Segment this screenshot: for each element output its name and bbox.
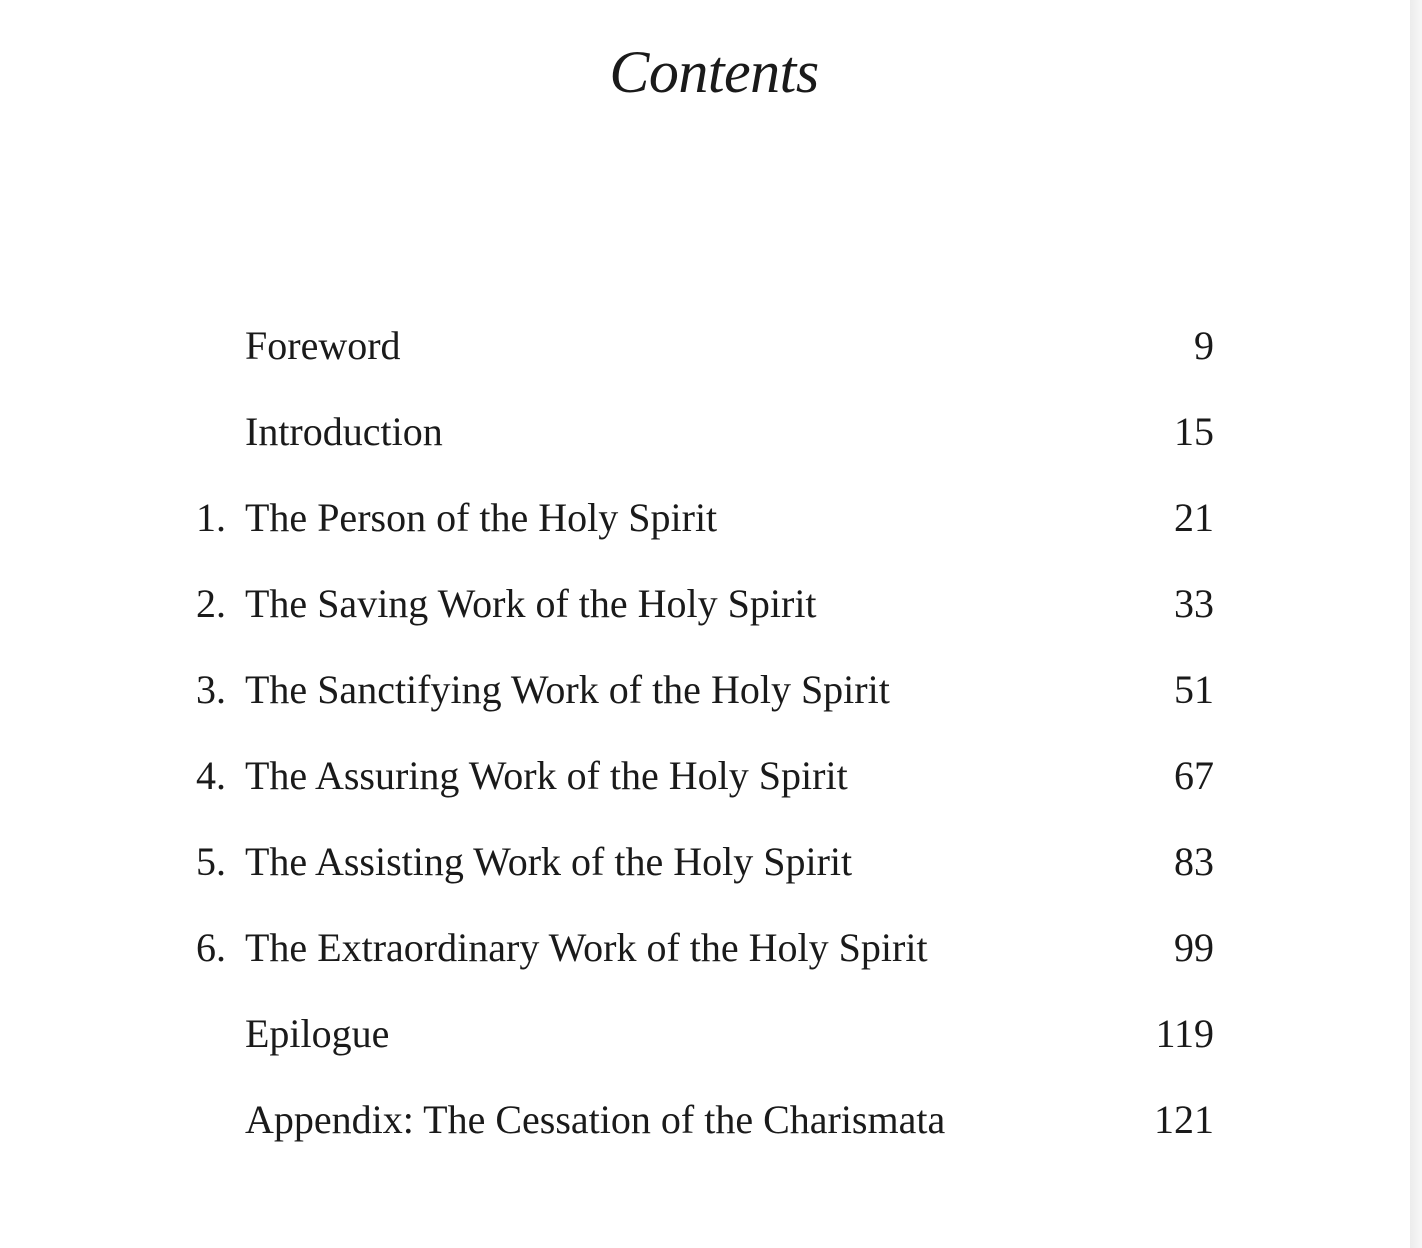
toc-entry-chapter-4 bbox=[0, 733, 1410, 819]
toc-entry-chapter-5 bbox=[0, 819, 1410, 905]
toc-entry-number: 1. bbox=[196, 495, 226, 540]
toc-entry-number: 5. bbox=[196, 839, 226, 884]
page-edge-shadow bbox=[1410, 0, 1422, 1248]
toc-entry-number: 3. bbox=[196, 667, 226, 712]
toc-entry-chapter-1 bbox=[0, 475, 1410, 561]
toc-entry-epilogue bbox=[0, 991, 1410, 1077]
toc-entry-title: The Saving Work of the Holy Spirit bbox=[245, 581, 817, 626]
toc-entry-title: Foreword bbox=[245, 323, 401, 368]
toc-entry-page: 119 bbox=[1155, 1011, 1214, 1056]
toc-entry-title: The Assuring Work of the Holy Spirit bbox=[245, 753, 848, 798]
table-of-contents bbox=[0, 303, 1410, 1163]
toc-entry-page: 83 bbox=[1174, 839, 1214, 884]
toc-entry-title: The Assisting Work of the Holy Spirit bbox=[245, 839, 853, 884]
toc-entry-page: 121 bbox=[1154, 1097, 1214, 1142]
toc-entry-page: 9 bbox=[1194, 323, 1214, 368]
toc-entry-title: Introduction bbox=[245, 409, 443, 454]
toc-entry-number: 6. bbox=[196, 925, 226, 970]
toc-entry-number: 4. bbox=[196, 753, 226, 798]
toc-entry-number: 2. bbox=[196, 581, 226, 626]
toc-entry-page: 51 bbox=[1174, 667, 1214, 712]
toc-entry-introduction bbox=[0, 389, 1410, 475]
toc-entry-page: 33 bbox=[1174, 581, 1214, 626]
toc-entry-page: 99 bbox=[1174, 925, 1214, 970]
toc-entry-chapter-3 bbox=[0, 647, 1410, 733]
page-title: Contents bbox=[609, 39, 819, 105]
toc-entry-chapter-6 bbox=[0, 905, 1410, 991]
toc-entry-page: 67 bbox=[1174, 753, 1214, 798]
toc-entry-page: 21 bbox=[1174, 495, 1214, 540]
toc-entry-title: Appendix: The Cessation of the Charismata bbox=[245, 1097, 946, 1142]
toc-entry-title: The Extraordinary Work of the Holy Spirit bbox=[245, 925, 928, 970]
toc-entry-chapter-2 bbox=[0, 561, 1410, 647]
toc-entry-foreword bbox=[0, 303, 1410, 389]
toc-entry-title: Epilogue bbox=[245, 1011, 390, 1056]
toc-entry-appendix bbox=[0, 1077, 1410, 1163]
toc-entry-title: The Person of the Holy Spirit bbox=[245, 495, 718, 540]
toc-entry-title: The Sanctifying Work of the Holy Spirit bbox=[245, 667, 890, 712]
toc-entry-page: 15 bbox=[1174, 409, 1214, 454]
